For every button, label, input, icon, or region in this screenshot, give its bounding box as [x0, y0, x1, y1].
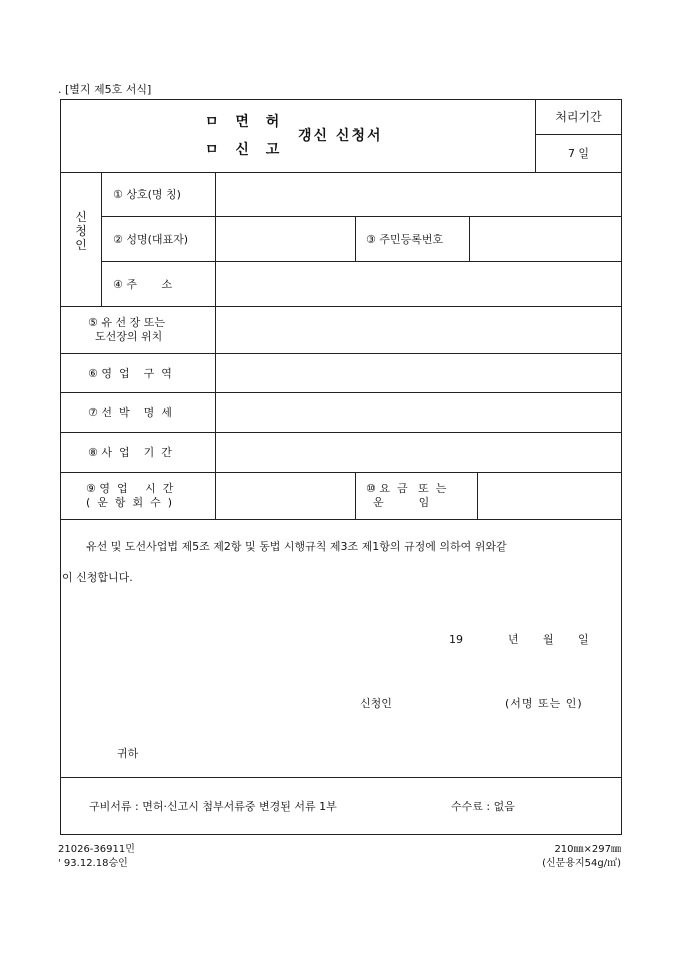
- date-year[interactable]: 19: [449, 633, 463, 646]
- location-field[interactable]: [216, 307, 621, 353]
- name-label: ② 성명(대표자): [113, 233, 189, 246]
- address-field[interactable]: [216, 262, 621, 306]
- processing-period-label: 처리기간: [555, 110, 602, 124]
- name-field[interactable]: [216, 217, 355, 261]
- approval-date: ' 93.12.18승인: [58, 858, 128, 869]
- vessel-spec-field[interactable]: [216, 393, 621, 432]
- trade-name-field[interactable]: [216, 173, 621, 216]
- business-area-label: ⑥ 영 업 구 역: [88, 367, 172, 380]
- applicant-side-label: 신 청 인: [75, 210, 87, 252]
- license-checkbox-label[interactable]: ㅁ 면 허: [205, 114, 286, 130]
- date-year-unit: 년: [508, 633, 519, 646]
- business-period-field[interactable]: [216, 433, 621, 472]
- business-area-field[interactable]: [216, 354, 621, 392]
- form-code: 21026-36911민: [58, 844, 135, 855]
- resident-number-label: ③ 주민등록번호: [366, 233, 444, 246]
- signature-field[interactable]: (서명 또는 인): [505, 697, 583, 710]
- business-period-label: ⑧ 사 업 기 간: [88, 446, 172, 459]
- form-title: 갱신 신청서: [298, 128, 383, 144]
- form-label: . [별지 제5호 서식]: [58, 83, 152, 96]
- statement-line-1: 유선 및 도선사업법 제5조 제2항 및 동법 시행규칙 제3조 제1항의 규정에 의하여 위와같: [86, 540, 507, 553]
- fee-info: 수수료 : 없음: [451, 800, 515, 813]
- report-checkbox-label[interactable]: ㅁ 신 고: [205, 142, 286, 158]
- date-day-unit: 일: [578, 633, 589, 646]
- resident-number-field[interactable]: [470, 217, 621, 261]
- addressee-label: 귀하: [117, 747, 139, 760]
- processing-period-value: 7 일: [567, 147, 590, 160]
- fare-label: ⑩ 요 금 또 는 운 임: [366, 482, 447, 509]
- applicant-signature-label: 신청인: [360, 697, 392, 710]
- business-hours-label: ⑨ 영 업 시 간 ( 운 항 회 수 ): [86, 482, 174, 509]
- location-label: ⑤ 유 선 장 또는 도선장의 위치: [88, 316, 165, 343]
- date-month-unit: 월: [543, 633, 554, 646]
- paper-size: 210㎜×297㎜: [554, 844, 621, 855]
- vessel-spec-label: ⑦ 선 박 명 세: [88, 406, 172, 419]
- required-documents: 구비서류 : 면허·신고시 첨부서류중 변경된 서류 1부: [89, 800, 337, 813]
- trade-name-label: ① 상호(명 칭): [113, 188, 181, 201]
- paper-type: (신문용지54g/㎡): [542, 858, 621, 869]
- business-hours-field[interactable]: [216, 473, 355, 519]
- address-label: ④ 주 소: [113, 278, 173, 291]
- fare-field[interactable]: [478, 473, 621, 519]
- statement-line-2: 이 신청합니다.: [62, 571, 133, 584]
